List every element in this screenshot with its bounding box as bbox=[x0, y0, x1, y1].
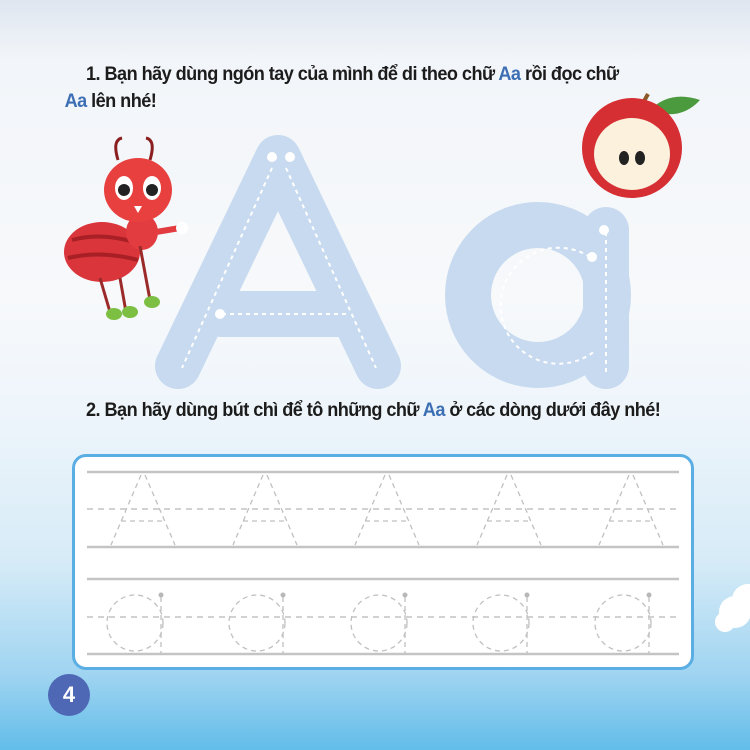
trace-letter-a bbox=[351, 595, 407, 653]
trace-letter-a bbox=[473, 595, 529, 653]
instruction-text: ở các dòng dưới đây nhé! bbox=[449, 399, 661, 421]
trace-letter-A bbox=[355, 475, 419, 545]
highlight-letters: Aa bbox=[498, 63, 521, 85]
trace-letter-a bbox=[229, 595, 285, 653]
highlight-letters: Aa bbox=[422, 399, 445, 421]
highlight-letters: Aa bbox=[64, 90, 87, 112]
ant-illustration bbox=[64, 138, 188, 320]
start-dot bbox=[525, 593, 530, 598]
instruction-text: rồi đọc chữ bbox=[524, 63, 619, 85]
start-dot bbox=[647, 593, 652, 598]
start-dot bbox=[159, 593, 164, 598]
start-dot bbox=[281, 593, 286, 598]
trace-letter-a bbox=[595, 595, 651, 653]
trace-letter-A bbox=[599, 475, 663, 545]
tracing-practice-box[interactable] bbox=[72, 454, 694, 670]
page-number-badge: 4 bbox=[48, 674, 90, 716]
exercise-2-instruction bbox=[86, 397, 681, 424]
trace-letter-A bbox=[233, 475, 297, 545]
exercise-number: 1. bbox=[86, 63, 101, 85]
tracing-lines bbox=[75, 457, 691, 667]
apple-illustration bbox=[582, 94, 700, 198]
trace-letter-A bbox=[111, 475, 175, 545]
trace-letter-A bbox=[477, 475, 541, 545]
start-dot bbox=[403, 593, 408, 598]
instruction-text: Bạn hãy dùng bút chì để tô những chữ bbox=[104, 399, 419, 421]
big-letter-A-trace bbox=[178, 152, 378, 368]
big-letter-a-trace bbox=[468, 225, 609, 372]
cloud-illustration bbox=[715, 584, 750, 632]
exercise-number: 2. bbox=[86, 399, 101, 421]
instruction-text: lên nhé! bbox=[91, 90, 157, 112]
instruction-text: Bạn hãy dùng ngón tay của mình để di theo chữ bbox=[104, 63, 495, 85]
trace-letter-a bbox=[107, 595, 163, 653]
